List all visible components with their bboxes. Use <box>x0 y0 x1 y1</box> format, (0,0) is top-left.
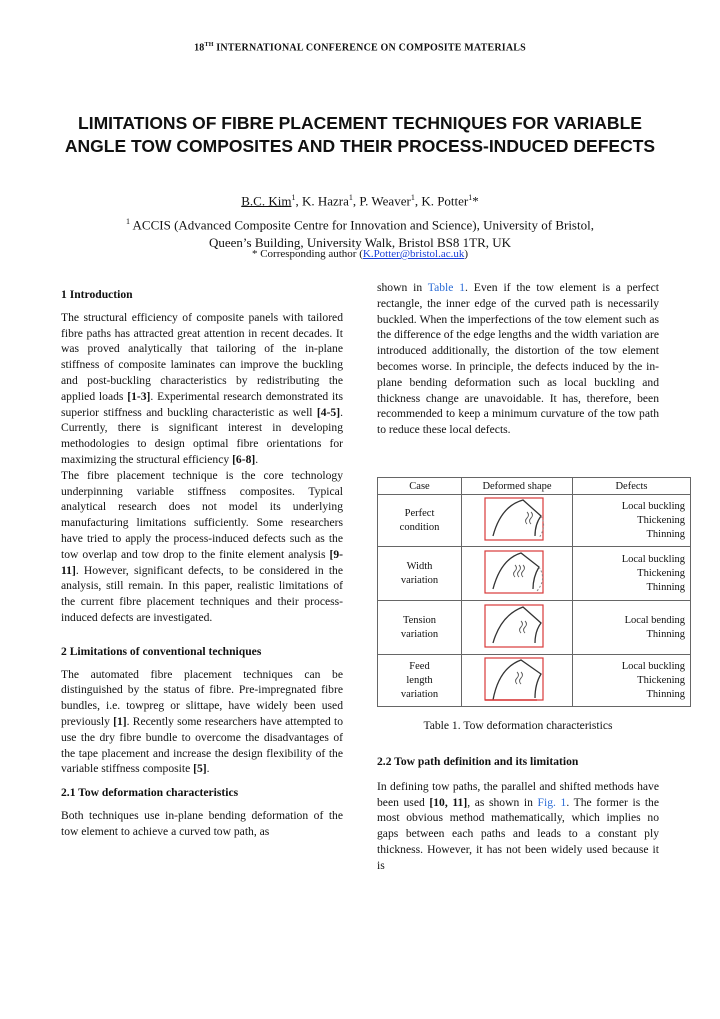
table-header-case: Case <box>378 478 462 495</box>
table-1-reference[interactable]: Table 1 <box>427 281 466 294</box>
table-header-shape: Deformed shape <box>462 478 573 495</box>
left-column <box>61 287 343 840</box>
table-header-defects: Defects <box>573 478 691 495</box>
section-heading-intro: 1 Introduction <box>61 288 133 301</box>
email-link[interactable]: K.Potter@bristol.ac.uk <box>362 248 465 260</box>
tow-shape-feed-length-icon <box>477 656 557 702</box>
author-kim: B.C. Kim <box>241 193 292 209</box>
subsection-heading-tow-deformation: 2.1 Tow deformation characteristics <box>61 786 239 800</box>
subsection-heading-tow-path: 2.2 Tow path definition and its limitation <box>377 755 579 768</box>
tow-shape-width-variation-icon <box>477 549 557 595</box>
table-row: Width variation Local buckling Thickening Thinning <box>378 547 691 601</box>
corresponding-author: * Corresponding author (K.Potter@bristol.ac.uk) <box>251 248 469 260</box>
tow-shape-perfect-icon <box>477 496 557 542</box>
section-heading-limitations: 2 Limitations of conventional techniques <box>61 644 262 658</box>
paragraph: The automated fibre placement techniques can be distinguished by the status of fibre. Pre-impregnated fibre bundles, i.e. towpreg or slittape, have widely been used previously [1]. Recently some researchers have attempted to use the dry fibre bundle to overcome the disadvantages of the tape placement and increase the design flexibility of the variable stiffness composite [5]. <box>61 667 344 776</box>
right-column-bottom <box>377 754 659 874</box>
right-column-top <box>377 280 659 438</box>
table-row: Perfect condition Local buckling Thickening Thinning <box>378 495 691 547</box>
running-header: 18TH INTERNATIONAL CONFERENCE ON COMPOSITE MATERIALS <box>194 42 526 54</box>
author-list: B.C. Kim$^1$, K. Hazra$^1$, P. Weaver$^1$, K. Potter$^1$* <box>241 193 479 209</box>
table-row: Tension variation Local bending Thinning <box>378 601 691 655</box>
table-caption: Table 1. Tow deformation characteristics <box>423 719 613 732</box>
paper-title: LIMITATIONS OF FIBRE PLACEMENT TECHNIQUES FOR VARIABLE ANGLE TOW COMPOSITES AND THEIR PROCESS-INDUCED DEFECTS <box>64 113 656 156</box>
table-row: Feed length variation Local buckling Thickening Thinning <box>378 655 691 707</box>
affiliation: $^1$ ACCIS (Advanced Composite Centre for Innovation and Science), University of Bristol, Queen’s Building, University Walk, Bristol BS8 1TR, UK <box>126 217 594 251</box>
tow-shape-tension-variation-icon <box>477 603 557 649</box>
fig-1-reference[interactable]: Fig. 1 <box>537 795 567 809</box>
paragraph: Both techniques use in-plane bending deformation of the tow element to achieve a curved tow path, as <box>61 808 343 838</box>
paragraph: The fibre placement technique is the core technology underpinning variable stiffness composites. Typical analytical research does not model its underlying manufacturing limitations sufficiently. Some researchers have tried to apply the process-induced defects such as the tow overlap and tow drop to the finite element analysis [9-11]. However, significant defects, to be considered in the analysis, still remain. In this paper, realistic limitations of the current fibre placement techniques and their process-induced defects are investigated. <box>61 468 343 624</box>
tow-deformation-table <box>377 477 691 707</box>
paragraph: The structural efficiency of composite panels with tailored fibre paths has attracted great attention in recent decades. It was proved analytically that tailoring of the in-plane stiffness of composite laminates can improve the buckling and post-buckling characteristics by redistributing the applied loads [1-3]. Experimental research demonstrated its superior stiffness and buckling characteristic as well [4-5]. Currently, there is significant interest in developing methodologies to design optimal fibre orientations for maximizing the structural efficiency [6-8]. <box>61 310 343 466</box>
paragraph: shown in Table 1. Even if the tow element is a perfect rectangle, the inner edge of the curved path is necessarily buckled. When the imperfections of the tow element such as the difference of the edge lengths and the width variation are introduced additionally, the distortion of the tow element becomes worse. In principle, the defects induced by the in-plane bending deformation such as local buckling and thickness change are unavoidable. It has, therefore, been recommended to keep a minimum curvature of the tow path to reduce these local defects. <box>377 281 659 437</box>
paragraph: In defining tow paths, the parallel and shifted methods have been used [10, 11], as shown in Fig. 1. The former is the most obvious method mathematically, which implies no gaps between each paths and leads to a constant ply thickness. However, it has not been widely used because it is <box>377 779 659 872</box>
